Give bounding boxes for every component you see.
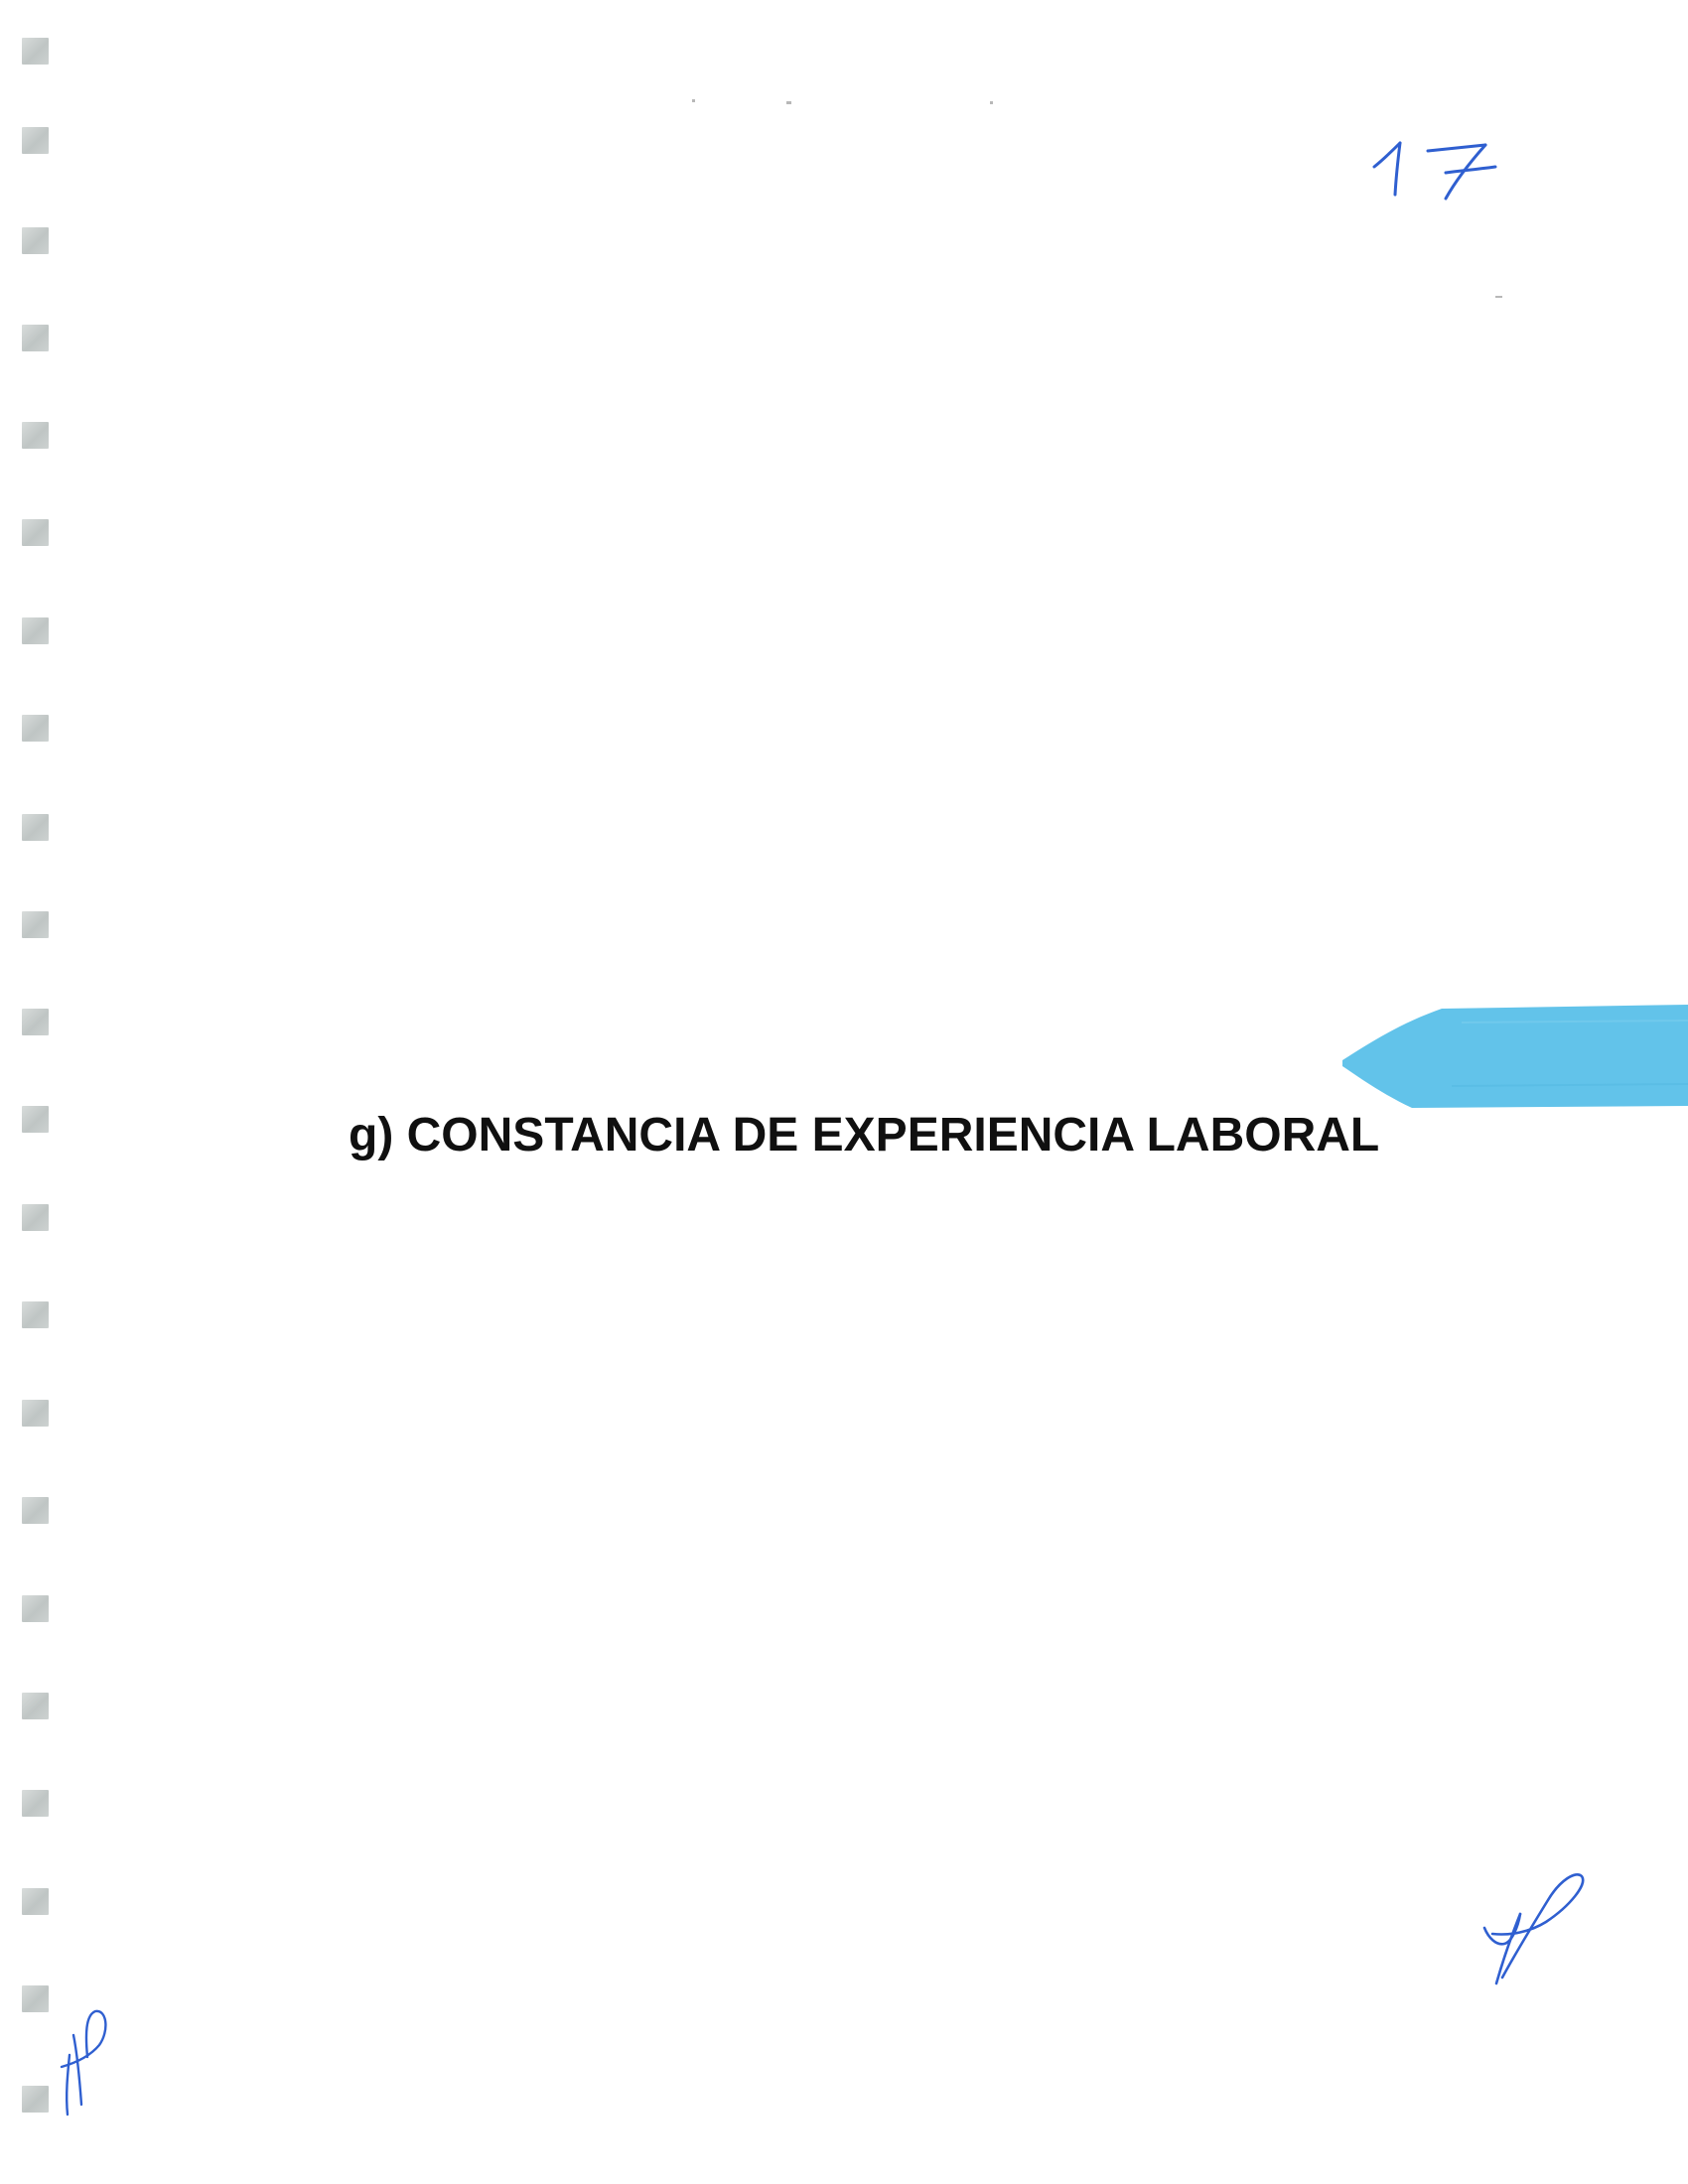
binder-hole-icon [22, 814, 49, 841]
binder-hole-icon [22, 325, 49, 351]
binder-hole-icon [22, 1595, 49, 1622]
handwritten-initials-icon [1475, 1866, 1594, 1995]
section-title: g) CONSTANCIA DE EXPERIENCIA LABORAL [349, 1109, 1380, 1161]
binder-hole-icon [22, 227, 49, 254]
binder-hole-icon [22, 1888, 49, 1915]
handwritten-initials-icon [56, 2005, 115, 2119]
binder-hole-icon [22, 1204, 49, 1231]
binder-hole-icon [22, 911, 49, 938]
scan-artifact [1495, 296, 1502, 298]
binder-hole-icon [22, 1009, 49, 1035]
index-tab-flag-icon [1342, 1003, 1688, 1108]
binder-hole-icon [22, 1693, 49, 1719]
binder-hole-icon [22, 38, 49, 65]
binder-hole-icon [22, 422, 49, 449]
binder-hole-icon [22, 2086, 49, 2113]
binder-hole-icon [22, 1985, 49, 2012]
scan-artifact [786, 101, 791, 104]
binder-hole-icon [22, 1790, 49, 1817]
scan-artifact [990, 101, 993, 104]
binder-hole-icon [22, 1301, 49, 1328]
scan-artifact [692, 99, 695, 102]
binder-hole-icon [22, 715, 49, 742]
binder-hole-icon [22, 1106, 49, 1133]
binder-hole-icon [22, 617, 49, 644]
binder-hole-icon [22, 127, 49, 154]
binder-hole-icon [22, 1400, 49, 1427]
handwritten-page-number [1370, 137, 1519, 206]
binder-hole-icon [22, 519, 49, 546]
binder-hole-icon [22, 1497, 49, 1524]
